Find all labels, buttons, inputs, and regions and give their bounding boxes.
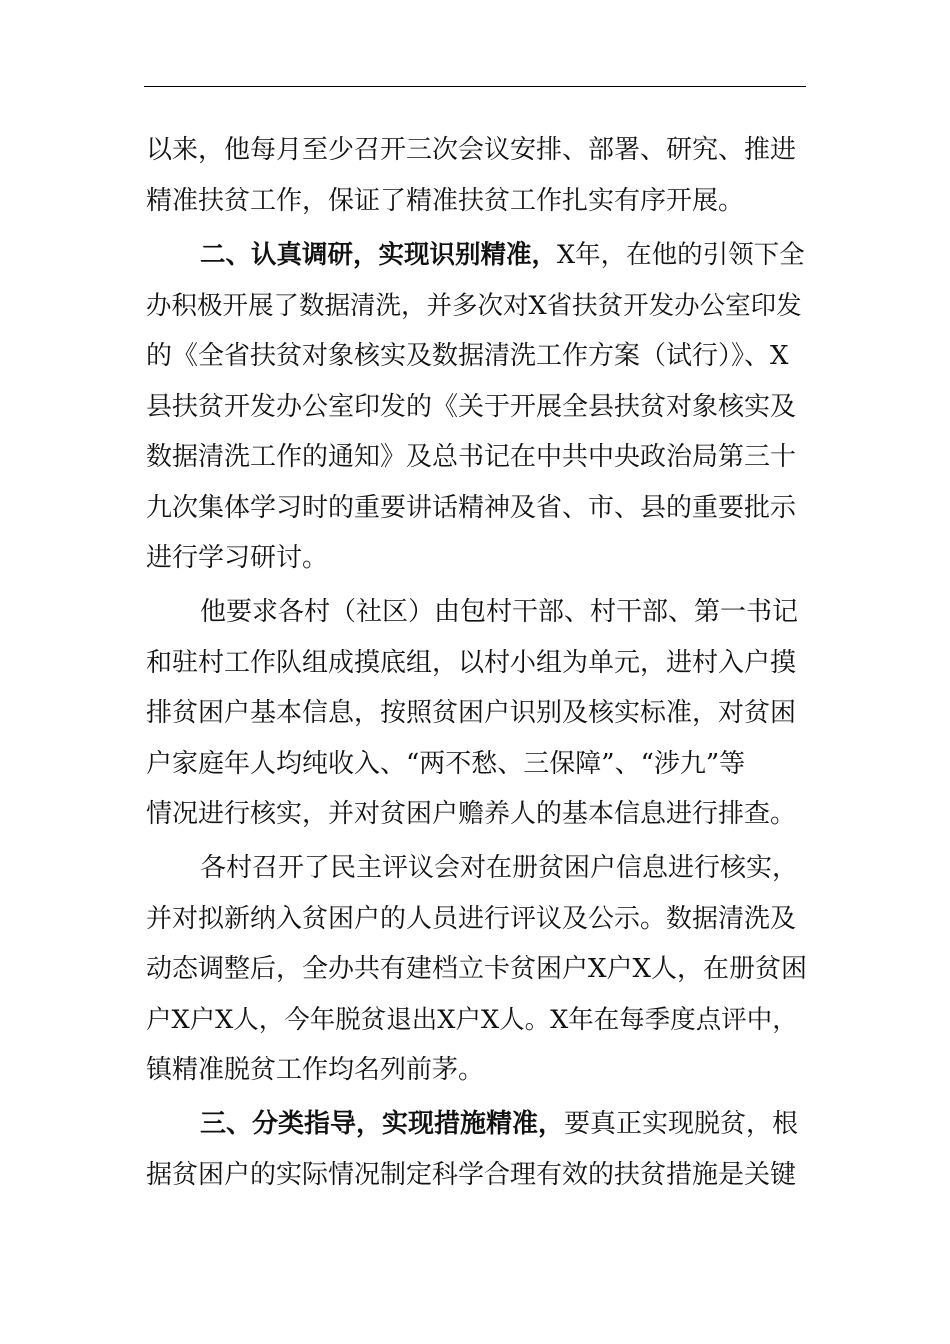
section-heading-2: 二、认真调研，实现识别精准， xyxy=(200,240,558,270)
body-text: 要真正实现脱贫，根 xyxy=(564,1109,799,1139)
section-heading-line xyxy=(200,235,810,275)
section-heading-line xyxy=(200,1104,810,1144)
body-line: 户家庭年人均纯收入、“两不愁、三保障”、“涉九”等 xyxy=(146,749,746,779)
body-line: 的《全省扶贫对象核实及数据清洗工作方案（试行）》、X xyxy=(146,341,789,371)
body-line: 精准扶贫工作，保证了精准扶贫工作扎实有序开展。 xyxy=(146,186,745,216)
body-line: 并对拟新纳入贫困户的人员进行评议及公示。数据清洗及 xyxy=(146,904,797,934)
header-rule xyxy=(144,86,806,87)
body-line: 排贫困户基本信息，按照贫困户识别及核实标准，对贫困 xyxy=(146,698,797,728)
body-line: 进行学习研讨。 xyxy=(146,543,329,573)
section-heading-3: 三、分类指导，实现措施精准， xyxy=(200,1109,565,1139)
body-line: 户X户X人，今年脱贫退出X户X人。X年在每季度点评中， xyxy=(146,1005,798,1035)
body-text: X年，在他的引领下全 xyxy=(557,240,805,270)
body-line: 以来，他每月至少召开三次会议安排、部署、研究、推进 xyxy=(146,135,797,165)
body-line: 镇精准脱贫工作均名列前茅。 xyxy=(146,1055,485,1085)
body-line: 办积极开展了数据清洗，并多次对X省扶贫开发办公室印发 xyxy=(146,291,802,321)
body-line: 九次集体学习时的重要讲话精神及省、市、县的重要批示 xyxy=(146,493,797,523)
body-line: 县扶贫开发办公室印发的《关于开展全县扶贫对象核实及 xyxy=(146,392,797,422)
body-line: 各村召开了民主评议会对在册贫困户信息进行核实， xyxy=(200,853,799,883)
body-line: 动态调整后，全办共有建档立卡贫困户X户X人，在册贫困 xyxy=(146,954,808,984)
body-line: 数据清洗工作的通知》及总书记在中共中央政治局第三十 xyxy=(146,442,797,472)
body-line: 情况进行核实，并对贫困户赡养人的基本信息进行排查。 xyxy=(146,799,797,829)
body-line: 他要求各村（社区）由包村干部、村干部、第一书记 xyxy=(200,597,799,627)
body-line: 和驻村工作队组成摸底组，以村小组为单元，进村入户摸 xyxy=(146,648,797,678)
body-line: 据贫困户的实际情况制定科学合理有效的扶贫措施是关键 xyxy=(146,1160,797,1190)
